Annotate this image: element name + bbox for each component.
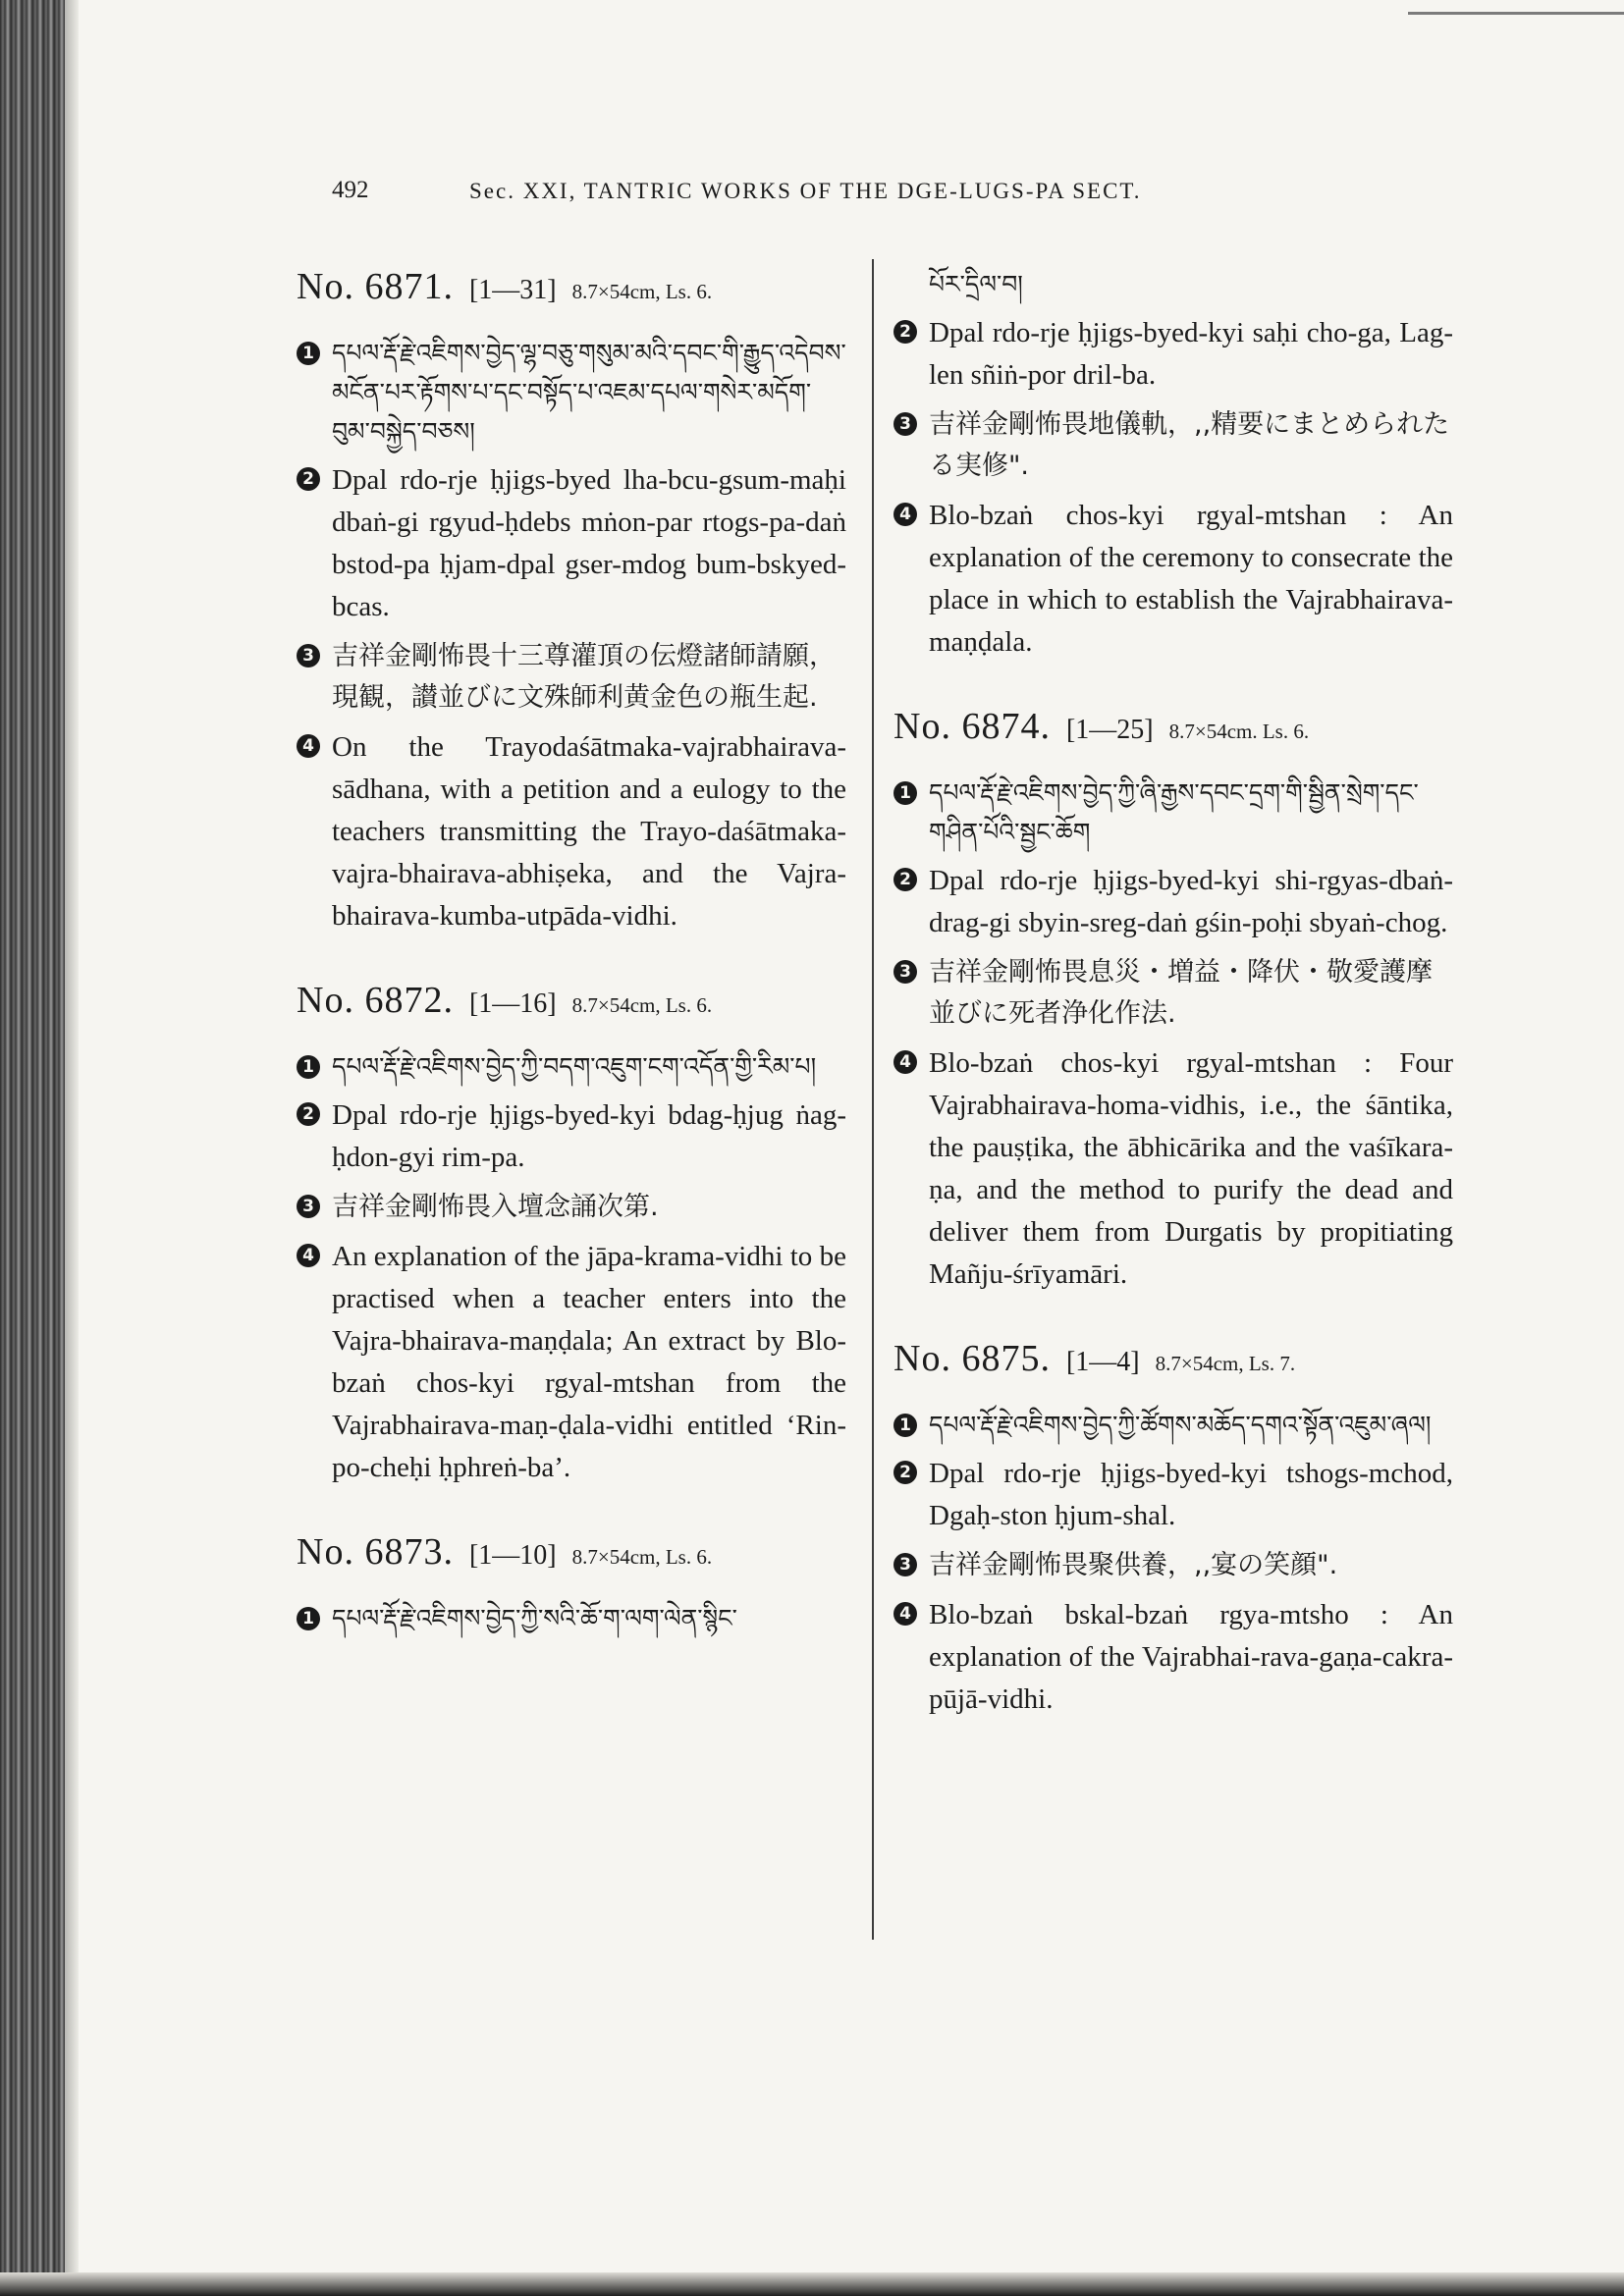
romanized-text: Dpal rdo-rje ḥjigs-byed lha-bcu-gsum-maḥi dbaṅ-gi rgyud-ḥdebs mṅon-par rtogs-pa-daṅ bstod-pa ḥjam-dpal gser-mdog bum-bskyed-bcas. <box>332 464 846 622</box>
folio-range: [1—31] <box>468 275 557 305</box>
folio-range: [1—4] <box>1065 1347 1140 1377</box>
marker-3-icon: 3 <box>893 960 917 984</box>
entry-header <box>297 265 846 308</box>
size-lines: 8.7×54cm, Ls. 7. <box>1155 1352 1296 1375</box>
folio-range: [1—16] <box>468 988 557 1019</box>
tibetan-text: དཔལ་རྡོ་རྗེ་འཇིགས་བྱེད་ལྷ་བཅུ་གསུམ་མའི་དབང་གི་རྒྱུད་འདེབས་མངོན་པར་རྟོགས་པ་དང་བསྟོད་པ་འཇམ་དཔལ་གསེར་མདོག་བུམ་བསྐྱེད་བཅས། <box>332 339 846 446</box>
entry-number: No. 6874. <box>893 706 1051 747</box>
folio-range: [1—25] <box>1065 715 1154 745</box>
english-text: An explanation of the jāpa-krama-vidhi to be practised when a teacher enters into the Vajra-bhairava-maṇḍala; An extract by Blo-bzaṅ chos-kyi rgyal-mtshan from the Vajrabhairava-maṇ-ḍala-vidhi entitled ‘Rin-po-cheḥi ḥphreṅ-ba’. <box>332 1241 846 1483</box>
marker-1-icon: 1 <box>893 1414 917 1437</box>
entry-6873-continued <box>893 265 1453 664</box>
english-description <box>893 1594 1453 1721</box>
tibetan-text: དཔལ་རྡོ་རྗེ་འཇིགས་བྱེད་ཀྱི་ཚོགས་མཆོད་དགའ་སྟོན་འཇུམ་ཞལ། <box>929 1411 1432 1439</box>
japanese-text: 吉祥金剛怖畏十三尊灌頂の伝燈諸師請願，現観，讃並びに文殊師利黄金色の瓶生起. <box>332 641 836 713</box>
marker-1-icon: 1 <box>297 1607 320 1630</box>
entry-header <box>297 1530 846 1574</box>
tibetan-text: དཔལ་རྡོ་རྗེ་འཇིགས་བྱེད་ཀྱི་སའི་ཆོ་ག་ལག་ལེན་སྙིང་ <box>332 1604 737 1632</box>
entry-header <box>297 979 846 1022</box>
japanese-title <box>893 1545 1453 1586</box>
romanized-title <box>297 459 846 628</box>
tibetan-title-continued <box>893 265 1453 304</box>
entry-6871 <box>297 265 846 937</box>
size-lines: 8.7×54cm, Ls. 6. <box>571 993 713 1017</box>
entry-6874 <box>893 705 1453 1296</box>
marker-4-icon: 4 <box>893 503 917 526</box>
marker-4-icon: 4 <box>297 1244 320 1267</box>
romanized-text: Dpal rdo-rje ḥjigs-byed-kyi shi-rgyas-dbaṅ-drag-gi sbyin-sreg-daṅ gśin-poḥi sbyaṅ-chog. <box>929 865 1453 938</box>
marker-3-icon: 3 <box>893 1553 917 1576</box>
japanese-text: 吉祥金剛怖畏息災・増益・降伏・敬愛護摩並びに死者浄化作法. <box>929 957 1433 1029</box>
tibetan-title <box>297 1047 846 1087</box>
page-header <box>0 177 1624 216</box>
japanese-title <box>297 636 846 719</box>
romanized-title <box>297 1095 846 1179</box>
marker-4-icon: 4 <box>893 1602 917 1626</box>
marker-2-icon: 2 <box>893 1461 917 1484</box>
marker-2-icon: 2 <box>297 467 320 491</box>
japanese-title <box>893 952 1453 1035</box>
top-rule <box>1408 12 1624 15</box>
japanese-title <box>297 1187 846 1228</box>
marker-3-icon: 3 <box>297 1195 320 1218</box>
left-column <box>297 265 846 1680</box>
marker-4-icon: 4 <box>893 1050 917 1074</box>
romanized-text: Dpal rdo-rje ḥjigs-byed-kyi tshogs-mchod, Dgaḥ-ston ḥjum-shal. <box>929 1458 1453 1531</box>
tibetan-title <box>893 774 1453 852</box>
entry-header <box>893 705 1453 748</box>
marker-3-icon: 3 <box>297 644 320 667</box>
romanized-title <box>893 312 1453 397</box>
size-lines: 8.7×54cm, Ls. 6. <box>571 1545 713 1569</box>
entry-number: No. 6875. <box>893 1338 1051 1379</box>
entry-number: No. 6873. <box>297 1531 454 1573</box>
english-description <box>297 726 846 937</box>
marker-1-icon: 1 <box>297 342 320 365</box>
tibetan-text: དཔལ་རྡོ་རྗེ་འཇིགས་བྱེད་ཀྱི་བདག་འཇུག་ངག་འདོན་གྱི་རིམ་པ། <box>332 1052 817 1081</box>
entry-header <box>893 1337 1453 1380</box>
tibetan-title <box>893 1406 1453 1445</box>
romanized-text: Dpal rdo-rje ḥjigs-byed-kyi bdag-ḥjug ṅag-ḥdon-gyi rim-pa. <box>332 1099 846 1173</box>
tibetan-title <box>297 334 846 452</box>
marker-3-icon: 3 <box>893 412 917 436</box>
romanized-title <box>893 1453 1453 1537</box>
entry-6875 <box>893 1337 1453 1721</box>
entry-6872 <box>297 979 846 1489</box>
bottom-edge-shadow <box>0 2272 1624 2296</box>
page-number: 492 <box>332 177 369 203</box>
column-divider <box>872 259 874 1940</box>
book-spine-shadow <box>0 0 65 2296</box>
japanese-text: 吉祥金剛怖畏地儀軌，,,精要にまとめられたる実修". <box>929 409 1450 481</box>
entry-6873 <box>297 1530 846 1638</box>
size-lines: 8.7×54cm. Ls. 6. <box>1168 720 1310 743</box>
size-lines: 8.7×54cm, Ls. 6. <box>571 280 713 303</box>
english-text: Blo-bzaṅ chos-kyi rgyal-mtshan : An explanation of the ceremony to consecrate the place in which to establish the Vajrabhairava-maṇḍala. <box>929 500 1453 658</box>
tibetan-title <box>297 1599 846 1638</box>
marker-1-icon: 1 <box>893 781 917 805</box>
english-description <box>297 1236 846 1489</box>
english-description <box>893 1042 1453 1296</box>
japanese-text: 吉祥金剛怖畏入壇念誦次第. <box>332 1192 659 1222</box>
marker-1-icon: 1 <box>297 1055 320 1079</box>
running-title: Sec. XXI, TANTRIC WORKS OF THE DGE-LUGS-PA SECT. <box>469 179 1142 203</box>
marker-2-icon: 2 <box>893 320 917 344</box>
english-description <box>893 495 1453 664</box>
romanized-text: Dpal rdo-rje ḥjigs-byed-kyi saḥi cho-ga, Lag-len sñiṅ-por dril-ba. <box>929 317 1453 391</box>
marker-2-icon: 2 <box>297 1102 320 1126</box>
romanized-title <box>893 860 1453 944</box>
folio-range: [1—10] <box>468 1540 557 1571</box>
english-text: Blo-bzaṅ chos-kyi rgyal-mtshan : Four Vajrabhairava-homa-vidhis, i.e., the śāntika, the pauṣṭika, the ābhicārika and the vaśīkara-ṇa, and the method to purify the dead and deliver them from Durgatis by propitiating Mañju-śrīyamāri. <box>929 1047 1453 1290</box>
tibetan-text: དཔལ་རྡོ་རྗེ་འཇིགས་བྱེད་ཀྱི་ཞི་རྒྱས་དབང་དྲག་གི་སྦྱིན་སྲེག་དང་གཤིན་པོའི་སྦྱང་ཆོག <box>929 778 1419 846</box>
japanese-text: 吉祥金剛怖畏聚供養，,,宴の笑顔". <box>929 1550 1338 1580</box>
japanese-title <box>893 404 1453 487</box>
page-gutter <box>65 0 79 2296</box>
marker-4-icon: 4 <box>297 734 320 758</box>
marker-2-icon: 2 <box>893 868 917 891</box>
entry-number: No. 6872. <box>297 980 454 1021</box>
entry-number: No. 6871. <box>297 266 454 307</box>
english-text: Blo-bzaṅ bskal-bzaṅ rgya-mtsho : An explanation of the Vajrabhai-rava-gaṇa-cakra-pūjā-vidhi. <box>929 1599 1453 1715</box>
english-text: On the Trayodaśātmaka-vajrabhairava-sādhana, with a petition and a eulogy to the teachers transmitting the Trayo-daśātmaka-vajra-bhairava-abhiṣeka, and the Vajra-bhairava-kumba-utpāda-vidhi. <box>332 731 846 932</box>
tibetan-text: པོར་དྲིལ་བ། <box>929 270 1023 298</box>
right-column <box>893 265 1453 1762</box>
